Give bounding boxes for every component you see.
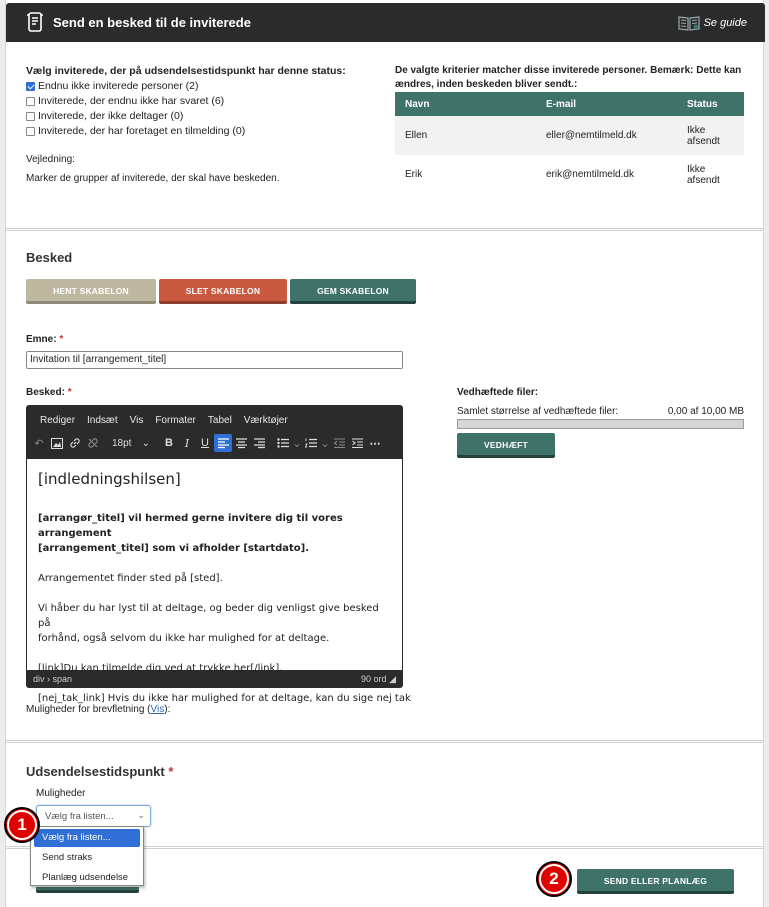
status-option-label: Inviterede, der har foretaget en tilmelding (0) [38,125,246,137]
numbered-list-icon[interactable] [302,434,320,452]
attach-button[interactable]: VEDHÆFT [457,433,555,458]
cell-status [677,155,744,194]
schedule-title [26,764,173,779]
unlink-icon[interactable] [84,434,102,452]
table-row [395,155,744,194]
book-icon [678,15,700,31]
annotation-badge-2: 2 [536,861,572,897]
option-choose[interactable]: Vælg fra listen... [34,829,140,847]
status-line: afsendt [687,174,720,186]
link-icon[interactable] [66,434,84,452]
status-option-label: Inviterede, der endnu ikke har svaret (6) [38,95,225,107]
option-send-now[interactable]: Send straks [42,852,93,863]
content-greeting: [indledningshilsen] [38,470,181,488]
menu-tools[interactable]: Værktøjer [243,415,288,426]
status-line: afsendt [687,135,720,147]
align-center-icon[interactable] [232,434,250,452]
hidden-back-button[interactable] [36,887,139,893]
send-or-schedule-button[interactable]: SEND ELLER PLANLÆG [577,869,734,894]
content-line: [arrangør_titel] vil hermed gerne invitere dig til vores arrangement [38,513,343,539]
bullet-list-icon[interactable] [274,434,292,452]
status-option-registered[interactable] [26,125,245,137]
option-schedule[interactable]: Planlæg udsendelse [42,872,129,883]
table-row [395,116,744,155]
column-header-status: Status [677,92,744,116]
outdent-icon[interactable] [330,434,348,452]
column-header-name: Navn [395,92,536,116]
page-title: Send en besked til de inviterede [53,15,251,30]
cell-email: erik@nemtilmeld.dk [546,169,634,180]
indent-icon[interactable] [348,434,366,452]
content-line: [arrangement_titel] som vi afholder [startdato]. [38,543,310,554]
chevron-down-icon[interactable]: ⌄ [292,437,302,450]
options-label: Muligheder [36,788,86,799]
cell-name: Erik [405,169,423,180]
content-location: Arrangementet finder sted på [sted]. [38,573,223,584]
checkbox-no-answer[interactable] [26,97,35,106]
help-title: Vejledning: [26,154,75,165]
matches-heading-line: De valgte kriterier matcher disse inviterede personer. Bemærk: Dette kan [395,65,742,76]
status-option-declined[interactable] [26,110,183,122]
italic-icon[interactable]: I [184,436,190,450]
content-line: forhånd, også selvom du ikke har mulighed for at deltage. [38,633,330,644]
word-count [361,674,396,685]
more-icon[interactable]: ⋯ [369,437,381,450]
page-header [6,3,765,42]
required-mark: * [59,334,64,345]
menu-insert[interactable]: Indsæt [87,415,118,426]
cell-email: eller@nemtilmeld.dk [536,116,677,155]
merge-text: ): [164,704,171,715]
select-value: Vælg fra listen... [45,811,114,822]
resize-handle-icon[interactable]: ◢ [389,673,396,684]
status-filter-heading: Vælg inviterede, der på udsendelsestidspunkt har denne status: [26,65,346,77]
editor-statusbar [26,670,403,688]
image-icon[interactable] [48,434,66,452]
chevron-down-icon[interactable]: ⌄ [320,437,330,450]
status-option-label: Endnu ikke inviterede personer (2) [38,80,199,92]
menu-table[interactable]: Tabel [207,415,232,426]
underline-icon[interactable]: U [201,437,209,449]
help-text: Marker de grupper af inviterede, der skal have beskeden. [26,173,280,184]
content-hope [38,601,391,646]
element-path: div › span [33,674,73,684]
subject-label-text: Emne: [26,334,57,345]
status-option-not-invited[interactable] [26,80,199,92]
rich-text-editor [26,405,411,704]
attachments-progress-bar [457,419,744,429]
checkbox-declined[interactable] [26,112,35,121]
attachments-size-label: Samlet størrelse af vedhæftede filer: [457,406,619,417]
content-intro [38,511,391,556]
cell-status [677,116,744,155]
schedule-select[interactable] [36,805,151,827]
font-size-value: 18pt [112,437,132,449]
page-frame [5,0,764,907]
schedule-title-text: Udsendelsestidspunkt [26,764,165,779]
menu-format[interactable]: Formater [155,415,196,426]
editor-menubar [40,415,288,426]
body-label-text: Besked: [26,387,65,398]
delete-template-button[interactable]: SLET SKABELON [159,279,287,304]
matches-table [395,92,744,194]
message-section [6,230,763,741]
undo-icon[interactable]: ↶ [34,437,44,450]
menu-view[interactable]: Vis [129,415,144,426]
chevron-down-icon: ⌄ [137,810,145,820]
editor-toolbar [30,434,384,452]
subject-input[interactable]: Invitation til [arrangement_titel] [26,351,403,369]
fetch-template-button[interactable]: HENT SKABELON [26,279,156,304]
attachments-size-value: 0,00 af 10,00 MB [667,406,744,417]
merge-fields-line [26,704,170,715]
table-header-row [395,92,744,116]
save-template-button[interactable]: GEM SKABELON [290,279,416,304]
word-count-value: 90 ord [361,673,387,684]
align-left-icon[interactable] [214,434,232,452]
matches-heading-line: ændres, inden beskeden bliver sendt.: [395,79,578,90]
body-label [26,387,72,398]
content-decline: [nej_tak_link] Hvis du ikke har mulighed for at deltage, kan du sige nej tak [38,693,411,704]
menu-edit[interactable]: Rediger [40,415,76,426]
font-size-select[interactable] [108,434,154,452]
status-option-label: Inviterede, der ikke deltager (0) [38,110,184,122]
guide-label: Se guide [703,17,747,29]
required-mark: * [67,387,72,398]
cell-name: Ellen [395,116,536,155]
status-option-no-answer[interactable] [26,95,224,107]
matches-heading [395,64,741,92]
annotation-badge-1: 1 [4,807,40,843]
guide-link[interactable] [678,15,747,31]
column-header-email: E-mail [536,92,677,116]
recipient-section [6,42,763,229]
checkbox-not-invited[interactable] [26,82,35,91]
subject-label [26,334,63,345]
show-merge-fields-link[interactable]: Vis [150,704,165,715]
content-line: Vi håber du har lyst til at deltage, og beder dig venligst give besked på [38,603,379,629]
content-link: [link]Du kan tilmelde dig ved at trykke her[/link]. [38,663,283,674]
message-section-title: Besked [26,250,73,265]
chevron-down-icon: ⌄ [141,437,150,449]
attachments-title: Vedhæftede filer: [457,387,539,398]
align-right-icon[interactable] [250,434,268,452]
required-mark: * [168,764,174,779]
message-phone-icon [26,11,44,33]
status-line: Ikke [687,124,706,136]
status-line: Ikke [687,163,706,175]
bold-icon[interactable]: B [165,437,173,449]
checkbox-registered[interactable] [26,127,35,136]
merge-text: Muligheder for brevfletning ( [26,704,151,715]
schedule-options-list [30,826,144,886]
